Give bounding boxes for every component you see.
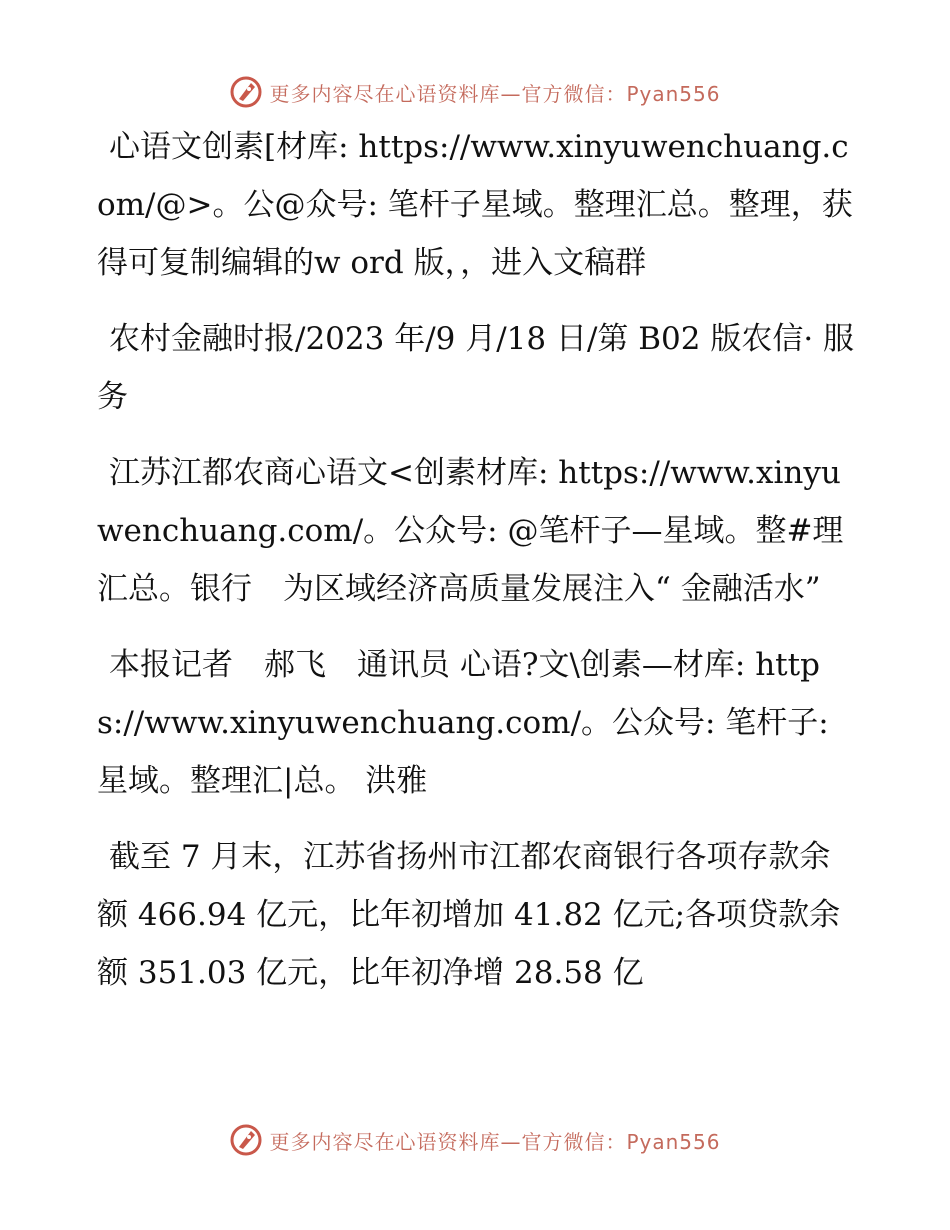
footer-banner: [0, 1120, 950, 1160]
paragraph-headline: 江苏江都农商心语文<创素材库: https://www.xinyuwenchuang.com/。公众号: @笔杆子—星域。整#理汇总。银行 为区域经济高质量发展注入“ 金融活水”: [97, 455, 844, 607]
paragraph-body: 截至 7 月末，江苏省扬州市江都农商银行各项存款余额 466.94 亿元，比年初增加 41.82 亿元;各项贷款余额 351.03 亿元，比年初净增 28.58 亿: [97, 839, 841, 991]
document-body: [97, 118, 857, 1020]
paragraph-publication-info: 农村金融时报/2023 年/9 月/18 日/第 B02 版农信· 服务: [97, 321, 855, 415]
header-banner-text: 更多内容尽在心语资料库—官方微信：Pyan556: [269, 81, 721, 106]
paragraph-source-note: 心语文创素[材库: https://www.xinyuwenchuang.com/@>。公@众号: 笔杆子星域。整理汇总。整理，获得可复制编辑的w ord 版，，进入文稿群: [97, 129, 853, 281]
pen-nib-logo-icon: [229, 75, 263, 109]
paragraph-byline: 本报记者 郝飞 通讯员 心语?文\创素—材库: https://www.xinyuwenchuang.com/。公众号: 笔杆子:星域。整理汇|总。 洪雅: [97, 647, 829, 799]
pen-nib-logo-icon: [229, 1123, 263, 1157]
header-banner: [0, 72, 950, 112]
footer-banner-text: 更多内容尽在心语资料库—官方微信：Pyan556: [269, 1129, 721, 1154]
